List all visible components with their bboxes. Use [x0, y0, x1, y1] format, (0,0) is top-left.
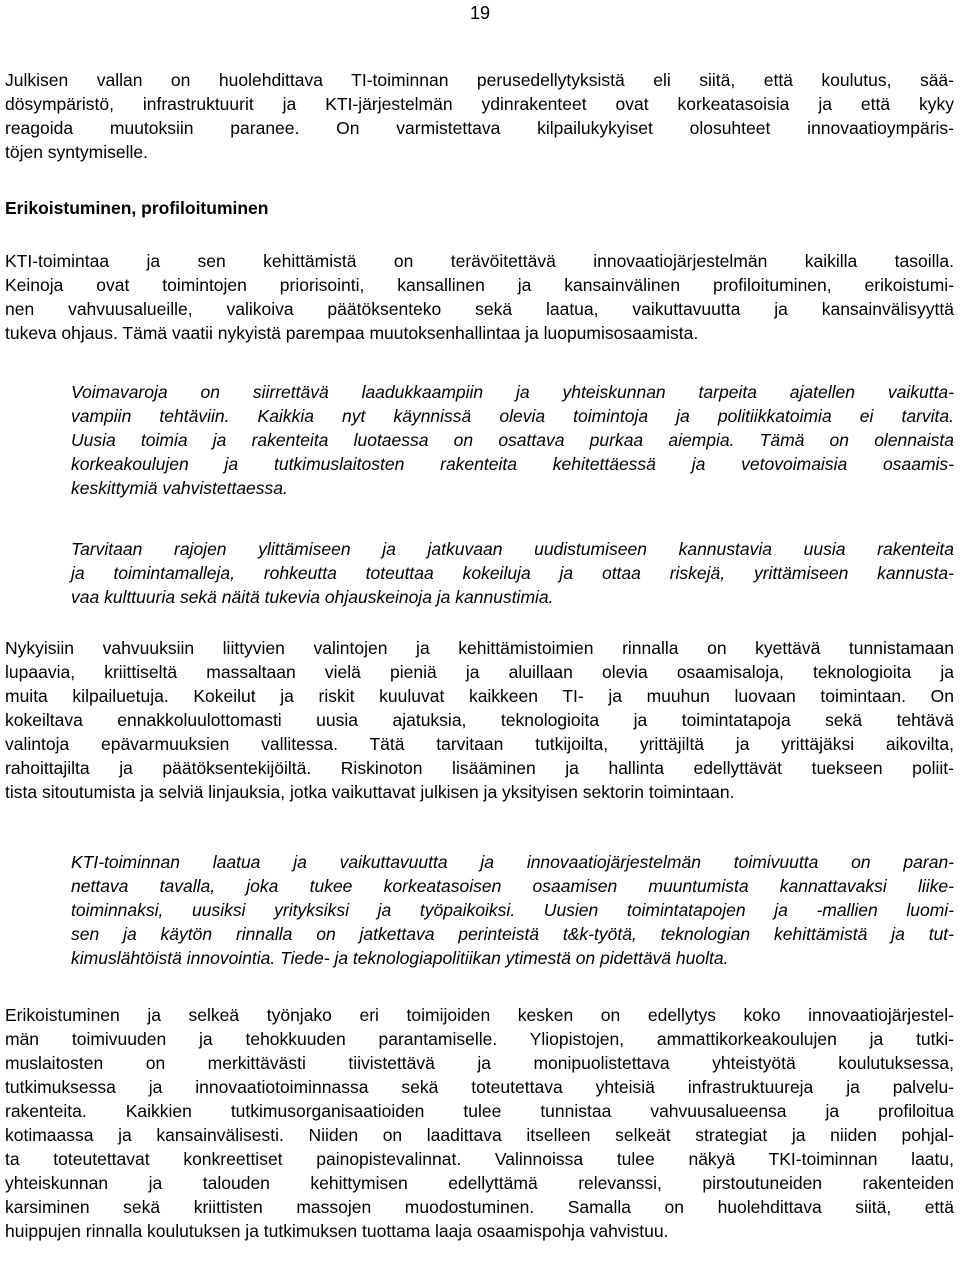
text-line: sen ja käytön rinnalla on jatkettava perinteistä t&k-työtä, teknologian kehittämistä ja tut-	[71, 924, 954, 944]
text-line: nettava tavalla, joka tukee korkeatasoisen osaamisen muuntumista kannattavaksi liike-	[71, 876, 954, 896]
text-line: Uusia toimia ja rakenteita luotaessa on osattava purkaa aiempia. Tämä on olennaista	[71, 430, 954, 450]
text-line: lupaavia, kriittiseltä massaltaan vielä pieniä ja aluillaan olevia osaamisaloja, teknologioita ja	[5, 662, 954, 682]
text-line: huippujen rinnalla koulutuksen ja tutkimuksen tuottama laaja osaamispohja vahvistuu.	[5, 1221, 669, 1241]
paragraph-erikoistuminen	[5, 1003, 954, 1243]
page-number: 19	[469, 3, 490, 23]
text-line: KTI-toimintaa ja sen kehittämistä on terävöitettävä innovaatiojärjestelmän kaikilla tasoilla.	[5, 251, 954, 271]
text-line: muslaitosten on merkittävästi tiivistettävä ja monipuolistettava yhteistyötä koulutuksessa,	[5, 1053, 954, 1073]
text-line: rahoittajilta ja päätöksentekijöiltä. Riskinoton lisääminen ja hallinta edellyttävät tuekseen poliit-	[5, 758, 954, 778]
paragraph-kti	[5, 249, 954, 345]
text-line: toiminnaksi, uusiksi yrityksiksi ja työpaikoiksi. Uusien toimintatapojen ja -mallien luomi-	[71, 900, 954, 920]
paragraph-nykyisiin	[5, 636, 954, 804]
text-line: Erikoistuminen ja selkeä työnjako eri toimijoiden kesken on edellytys koko innovaatiojärjestel-	[5, 1005, 954, 1025]
text-line: vaa kulttuuria sekä näitä tukevia ohjauskeinoja ja kannustimia.	[71, 587, 554, 607]
text-line: tista sitoutumista ja selviä linjauksia, jotka vaikuttavat julkisen ja yksityisen sektorin toimintaan.	[5, 782, 735, 802]
text-line: Voimavaroja on siirrettävä laadukkaampiin ja yhteiskunnan tarpeita ajatellen vaikutta-	[71, 382, 954, 402]
quote-voimavaroja	[71, 380, 954, 500]
text-line: män toimivuuden ja tehokkuuden parantamiselle. Yliopistojen, ammattikorkeakoulujen ja tutki-	[5, 1029, 954, 1049]
text-line: kotimaassa ja kansainvälisesti. Niiden on laadittava itselleen selkeät strategiat ja niiden pohjal-	[5, 1125, 954, 1145]
quote-kti	[71, 850, 954, 970]
text-line: karsiminen sekä kriittisten massojen muodostuminen. Samalla on huolehdittava siitä, että	[5, 1197, 954, 1217]
text-line: ta toteutettavat konkreettiset painopistevalinnat. Valinnoissa tulee näkyä TKI-toiminnan laatu,	[5, 1149, 954, 1169]
paragraph-intro	[5, 68, 954, 164]
text-line: tukeva ohjaus. Tämä vaatii nykyistä parempaa muutoksenhallintaa ja luopumisosaamista.	[5, 323, 699, 343]
quote-tarvitaan	[71, 537, 954, 609]
text-line: vampiin tehtäviin. Kaikkia nyt käynnissä olevia toimintoja ja politiikkatoimia ei tarvita.	[71, 406, 954, 426]
text-line: valintoja epävarmuuksien vallitessa. Tätä tarvitaan tutkijoilta, yrittäjiltä ja yrittäjäksi aikovilta,	[5, 734, 954, 754]
text-line: Julkisen vallan on huolehdittava TI-toiminnan perusedellytyksistä eli siitä, että koulutus, sää-	[5, 70, 954, 90]
text-line: Tarvitaan rajojen ylittämiseen ja jatkuvaan uudistumiseen kannustavia uusia rakenteita	[71, 539, 954, 559]
text-line: kimuslähtöistä innovointia. Tiede- ja teknologiapolitiikan ytimestä on pidettävä huolta.	[71, 948, 729, 968]
text-line: muita kilpailuetuja. Kokeilut ja riskit kuuluvat kaikkeen TI- ja muuhun luovaan toimintaan. On	[5, 686, 954, 706]
text-line: korkeakoulujen ja tutkimuslaitosten rakenteita kehitettäessä ja vetovoimaisia osaamis-	[71, 454, 954, 474]
text-line: töjen syntymiselle.	[5, 142, 148, 162]
text-line: dösympäristö, infrastruktuurit ja KTI-järjestelmän ydinrakenteet ovat korkeatasoisia ja että kyky	[5, 94, 954, 114]
text-line: kokeiltava ennakkoluulottomasti uusia ajatuksia, teknologioita ja toimintatapoja sekä tehtävä	[5, 710, 954, 730]
text-line: nen vahvuusalueille, valikoiva päätöksenteko sekä laatua, vaikuttavuutta ja kansainvälisyyttä	[5, 299, 954, 319]
text-line: ja toimintamalleja, rohkeutta toteuttaa kokeiluja ja ottaa riskejä, yrittämiseen kannusta-	[71, 563, 954, 583]
text-line: rakenteita. Kaikkien tutkimusorganisaatioiden tulee tunnistaa vahvuusalueensa ja profiloitua	[5, 1101, 954, 1121]
text-line: tutkimuksessa ja innovaatiotoiminnassa sekä toteutettava yhteisiä infrastruktuureja ja palvelu-	[5, 1077, 954, 1097]
text-line: Nykyisiin vahvuuksiin liittyvien valintojen ja kehittämistoimien rinnalla on kyettävä tunnistamaan	[5, 638, 954, 658]
text-line: KTI-toiminnan laatua ja vaikuttavuutta ja innovaatiojärjestelmän toimivuutta on paran-	[71, 852, 954, 872]
section-heading: Erikoistuminen, profiloituminen	[5, 198, 269, 218]
text-line: reagoida muutoksiin paranee. On varmistettava kilpailukykyiset olosuhteet innovaatioympäris-	[5, 118, 954, 138]
text-line: keskittymiä vahvistettaessa.	[71, 478, 288, 498]
text-line: Keinoja ovat toimintojen priorisointi, kansallinen ja kansainvälinen profiloituminen, erikoistumi-	[5, 275, 954, 295]
text-line: yhteiskunnan ja talouden kehittymisen edellyttämä relevanssi, pirstoutuneiden rakenteiden	[5, 1173, 954, 1193]
